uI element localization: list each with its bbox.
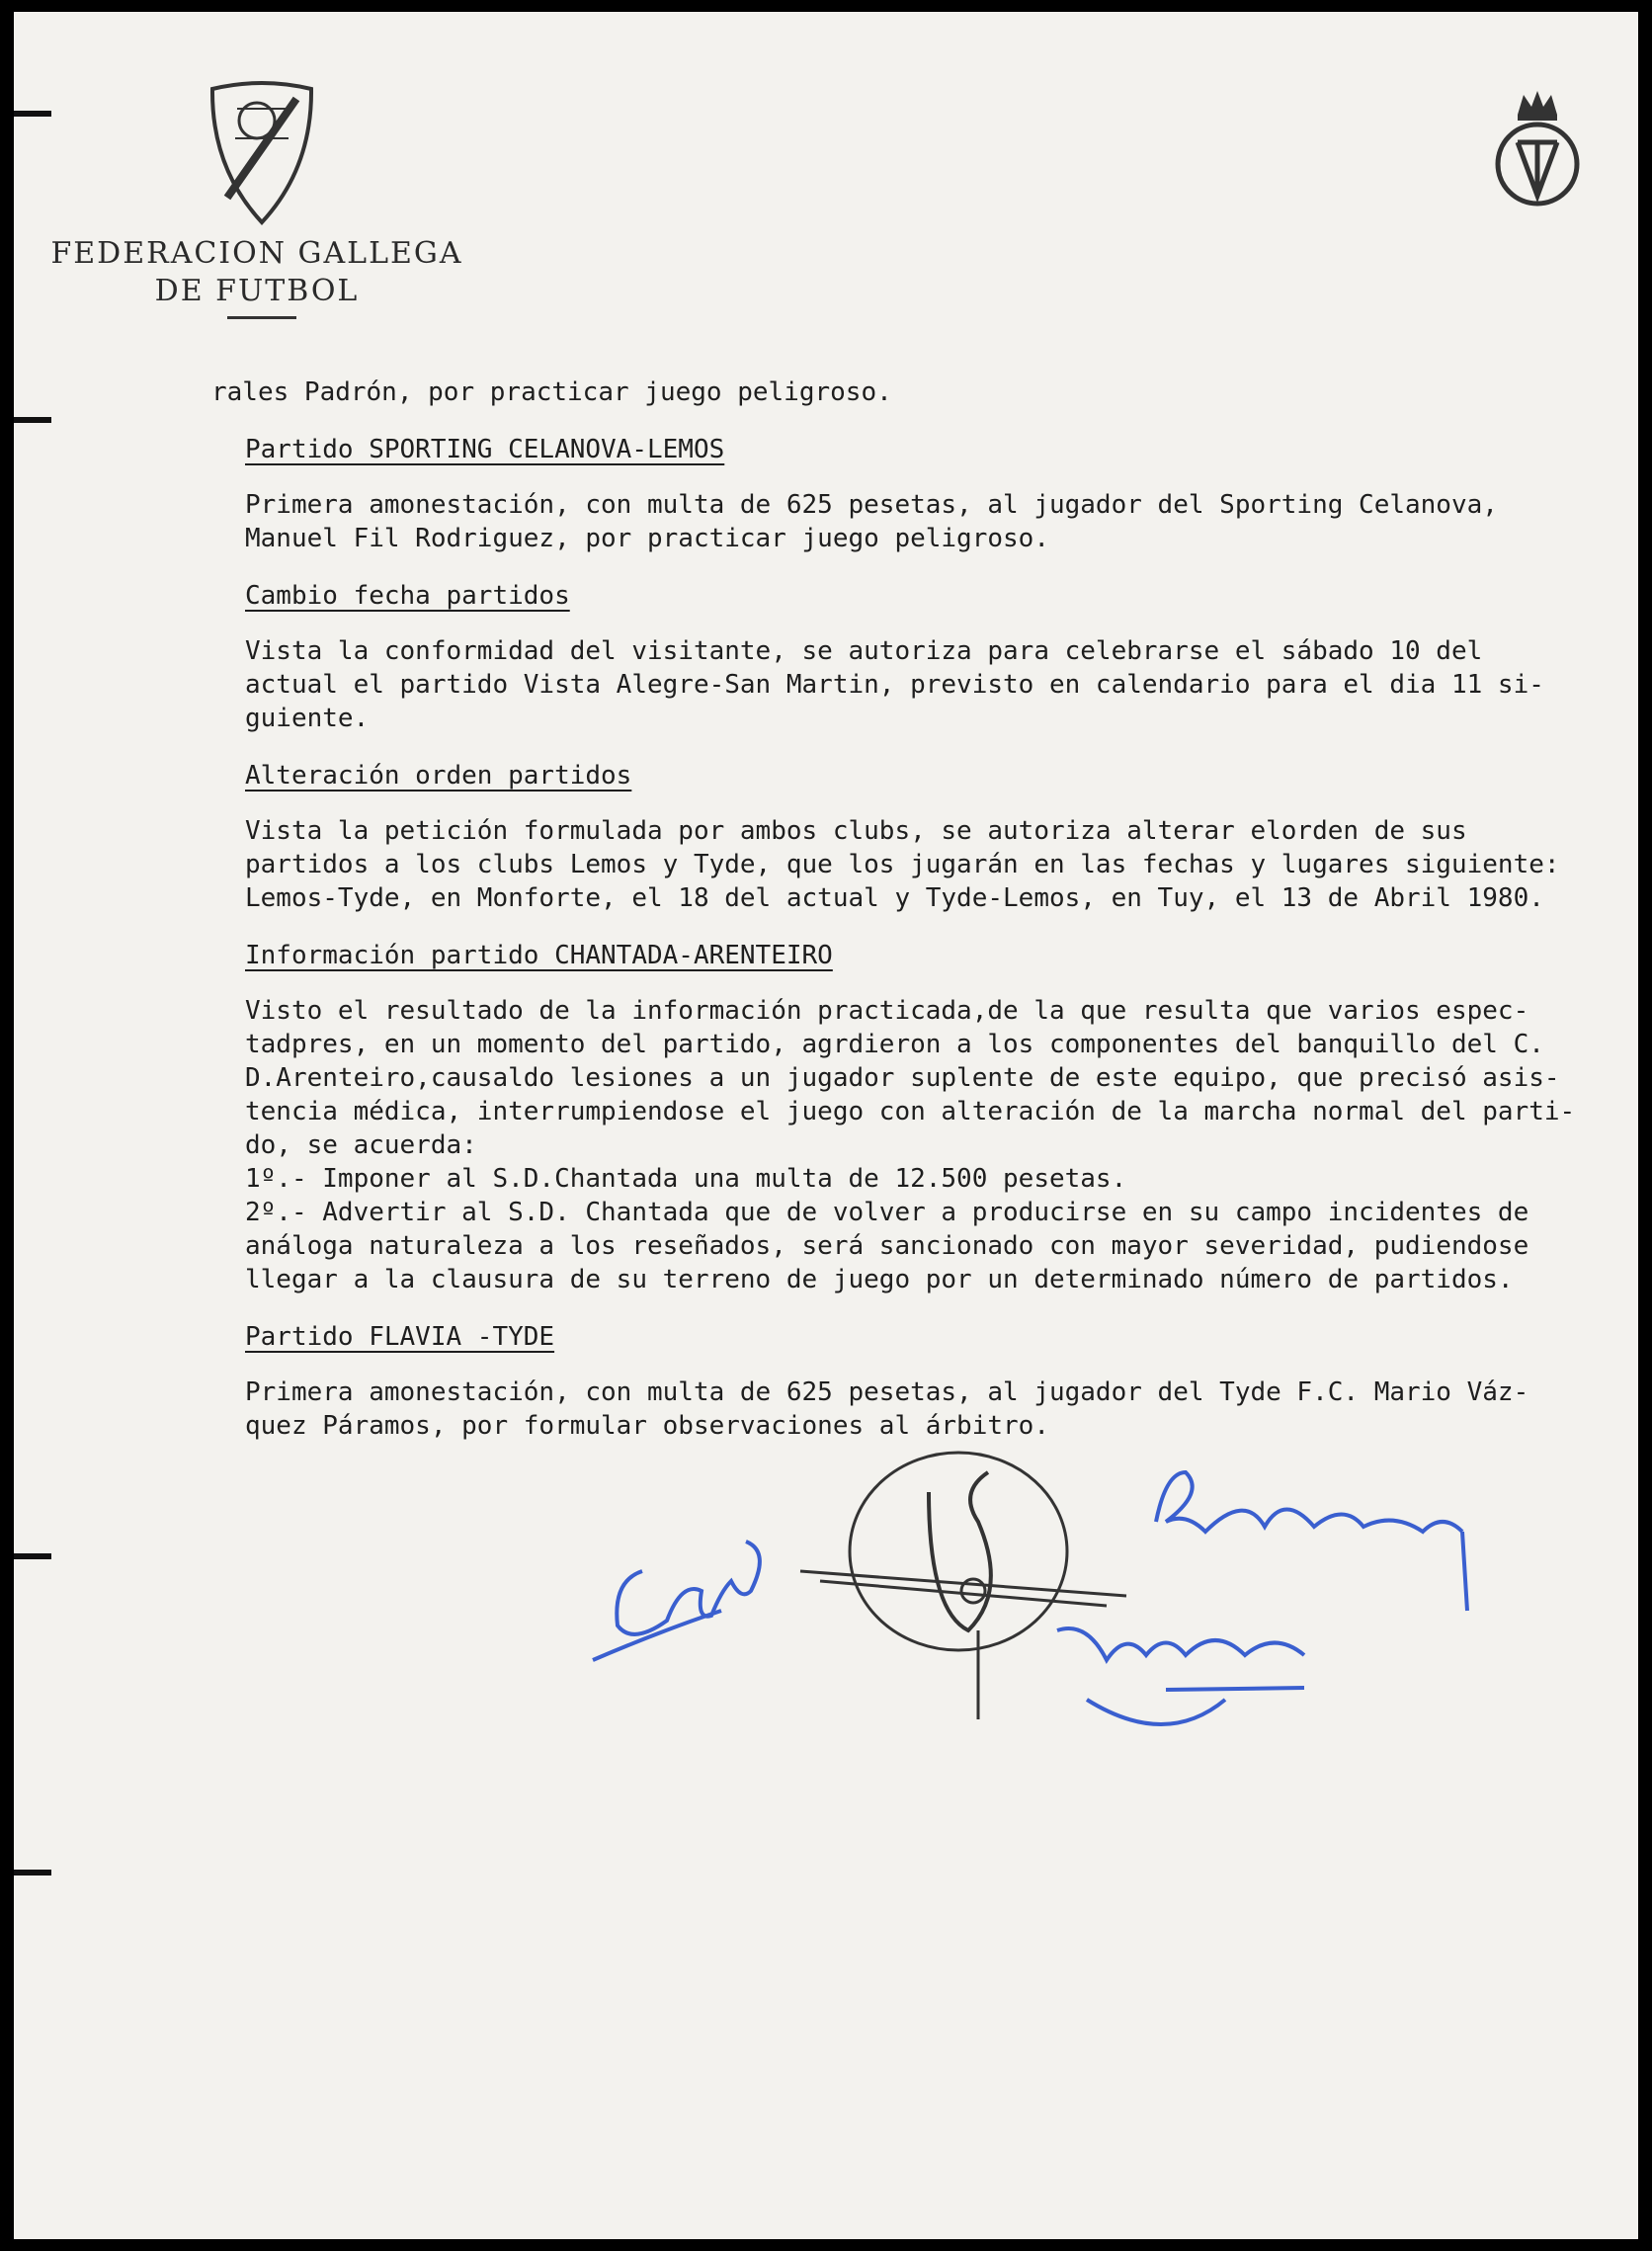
section-gap <box>211 613 1634 634</box>
paragraph-line: Vista la petición formulada por ambos clubs, se autoriza alterar elorden de sus <box>245 816 1467 846</box>
paragraph-line: Vista la conformidad del visitante, se autoriza para celebrarse el sábado 10 del <box>245 636 1483 666</box>
signature-left <box>593 1542 760 1660</box>
section-gap <box>211 972 1634 994</box>
paragraph-line: Lemos-Tyde, en Monforte, el 18 del actual y Tyde-Lemos, en Tuy, el 13 de Abril 1980. <box>245 883 1544 913</box>
paragraph-line: D.Arenteiro,causaldo lesiones a un jugador suplente de este equipo, que precisó asis- <box>245 1063 1560 1093</box>
paragraph-line: Primera amonestación, con multa de 625 pesetas, al jugador del Tyde F.C. Mario Váz- <box>245 1377 1529 1407</box>
paragraph-line: llegar a la clausura de su terreno de juego por un determinado número de partidos. <box>245 1265 1514 1294</box>
paragraph-line: 2º.- Advertir al S.D. Chantada que de volver a producirse en su campo incidentes de <box>245 1198 1529 1227</box>
section-gap <box>211 466 1634 488</box>
section-gap <box>211 1354 1634 1376</box>
federation-name-line2: DE FUTBOL <box>154 274 360 308</box>
paragraph-line: análoga naturaleza a los reseñados, será sancionado con mayor severidad, pudiendose <box>245 1231 1529 1261</box>
paragraph-line: Primera amonestación, con multa de 625 pesetas, al jugador del Sporting Celanova, <box>245 490 1498 520</box>
paragraph-line: tencia médica, interrumpiendose el juego con alteración de la marcha normal del parti- <box>245 1097 1576 1126</box>
signatures-area <box>573 1433 1512 1789</box>
paragraph-line: Manuel Fil Rodriguez, por practicar juego peligroso. <box>245 524 1049 553</box>
federation-name <box>40 235 474 310</box>
paragraph-line: 1º.- Imponer al S.D.Chantada una multa de 12.500 pesetas. <box>245 1164 1127 1194</box>
section-heading: Cambio fecha partidos <box>245 581 570 611</box>
official-stamp <box>800 1453 1126 1719</box>
paragraph-line: do, se acuerda: <box>245 1130 477 1160</box>
section-gap <box>211 792 1634 814</box>
binder-mark <box>14 1870 51 1876</box>
rfef-crest-icon <box>1488 87 1587 209</box>
header-divider <box>227 316 296 319</box>
section-heading: Partido FLAVIA -TYDE <box>245 1322 555 1352</box>
paragraph-line: tadpres, en un momento del partido, agrdieron a los componentes del banquillo del C. <box>245 1030 1544 1059</box>
binder-mark <box>14 111 51 117</box>
paragraph-line: guiente. <box>245 704 370 733</box>
federation-name-line1: FEDERACION GALLEGA <box>50 236 463 271</box>
signature-right <box>1057 1472 1467 1724</box>
binder-mark <box>14 417 51 423</box>
paragraph-line: Visto el resultado de la información practicada,de la que resulta que varios espec- <box>245 996 1529 1026</box>
binder-mark <box>14 1553 51 1559</box>
paragraph-line: partidos a los clubs Lemos y Tyde, que los jugarán en las fechas y lugares siguiente: <box>245 850 1560 879</box>
federation-shield-icon <box>207 79 316 227</box>
paragraph-line: quez Páramos, por formular observaciones al árbitro. <box>245 1411 1049 1441</box>
document-body <box>211 375 1634 1443</box>
section-heading: Alteración orden partidos <box>245 761 632 791</box>
section-heading: Información partido CHANTADA-ARENTEIRO <box>245 941 833 970</box>
opening-line: rales Padrón, por practicar juego peligroso. <box>211 377 892 407</box>
section-heading: Partido SPORTING CELANOVA-LEMOS <box>245 435 725 464</box>
paragraph-line: actual el partido Vista Alegre-San Martin, previsto en calendario para el dia 11 si- <box>245 670 1544 700</box>
